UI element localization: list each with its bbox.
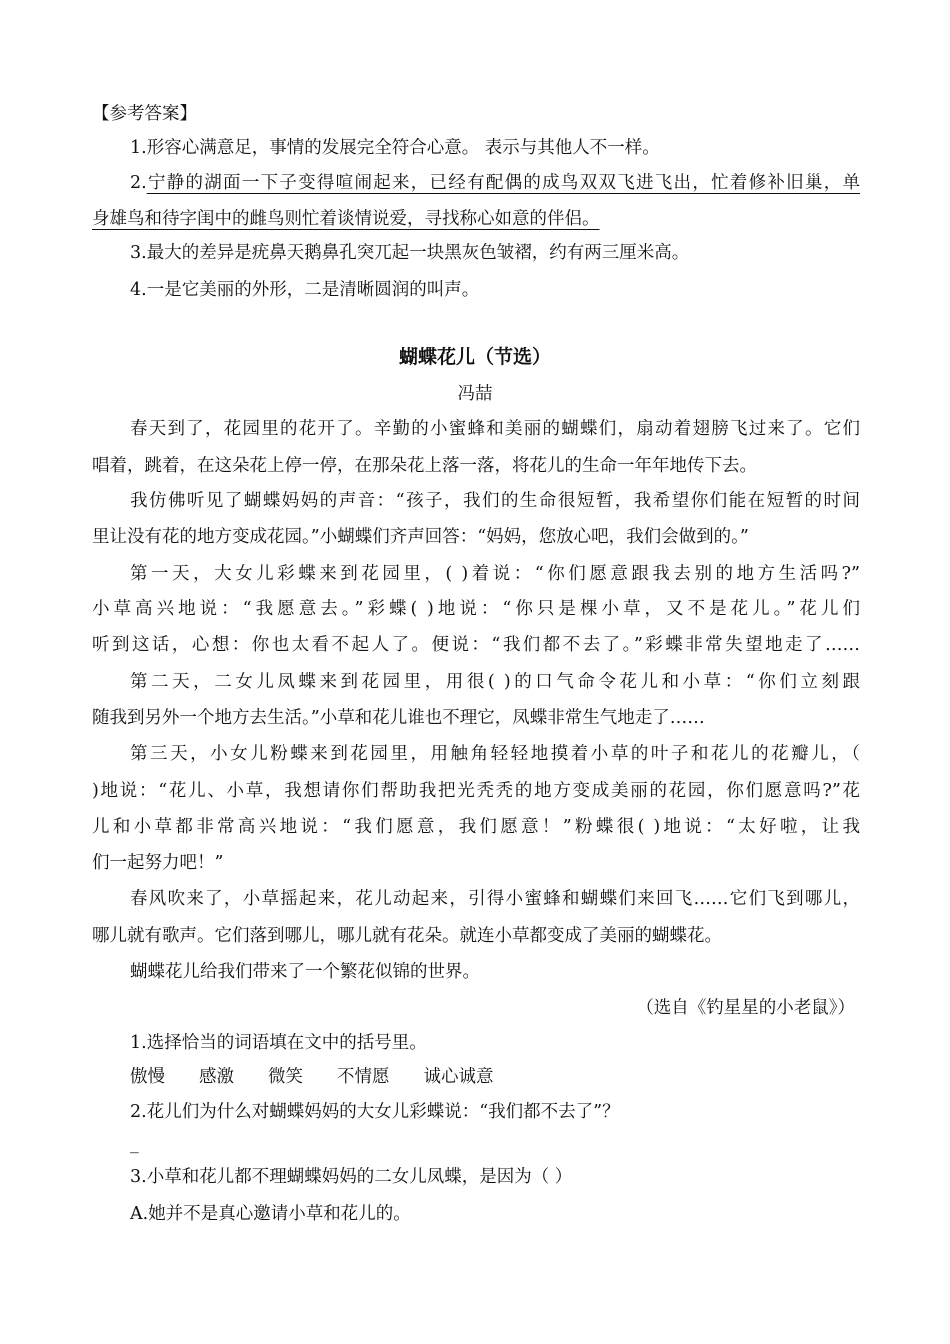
paragraph-line: 随我到另外一个地方去生活。”小草和花儿谁也不理它，凤蝶非常生气地走了…… bbox=[92, 708, 705, 728]
answer-4: 4.一是它美丽的外形，二是清晰圆润的叫声。 bbox=[130, 280, 480, 300]
answer-heading: 【参考答案】 bbox=[92, 104, 197, 124]
answer-blank: _ bbox=[130, 1134, 139, 1154]
paragraph-line: 第一天，大女儿彩蝶来到花园里，( )着说：“你们愿意跟我去别的地方生活吗?” bbox=[130, 564, 860, 584]
question-3: 3.小草和花儿都不理蝴蝶妈妈的二女儿凤蝶，是因为（ ） bbox=[130, 1167, 573, 1187]
answer-2-number: 2. bbox=[130, 173, 147, 193]
answer-2-text: 宁静的湖面一下子变得喧闹起来，已经有配偶的成鸟双双飞进飞出，忙着修补旧巢，单 bbox=[146, 173, 860, 193]
paragraph-line: 蝴蝶花儿给我们带来了一个繁花似锦的世界。 bbox=[130, 962, 480, 982]
paragraph-line: 儿和小草都非常高兴地说：“我们愿意，我们愿意！”粉蝶很( )地说：“太好啦，让我 bbox=[92, 817, 860, 837]
answer-2-line-1 bbox=[130, 171, 860, 195]
word-option: 诚心诚意 bbox=[423, 1067, 494, 1087]
question-1: 1.选择恰当的词语填在文中的括号里。 bbox=[130, 1033, 427, 1053]
word-option: 不情愿 bbox=[337, 1067, 390, 1087]
paragraph-line: 第二天，二女儿凤蝶来到花园里，用很( )的口气命令花儿和小草：“你们立刻跟 bbox=[130, 672, 860, 692]
answer-1: 1.形容心满意足，事情的发展完全符合心意。 表示与其他人不一样。 bbox=[130, 138, 660, 158]
paragraph-line: 春天到了，花园里的花开了。辛勤的小蜜蜂和美丽的蝴蝶们，扇动着翅膀飞过来了。它们 bbox=[130, 419, 860, 439]
answer-3: 3.最大的差异是疣鼻天鹅鼻孔突兀起一块黑灰色皱褶，约有两三厘米高。 bbox=[130, 243, 690, 263]
paragraph-line: 第三天，小女儿粉蝶来到花园里，用触角轻轻地摸着小草的叶子和花儿的花瓣儿，（ bbox=[130, 744, 860, 764]
paragraph-line: 们一起努力吧！” bbox=[92, 853, 224, 873]
article-title: 蝴蝶花儿（节选） bbox=[398, 346, 551, 368]
question-2: 2.花儿们为什么对蝴蝶妈妈的大女儿彩蝶说：“我们都不去了”？ bbox=[130, 1102, 620, 1122]
word-option: 微笑 bbox=[268, 1067, 303, 1087]
word-option: 傲慢 bbox=[130, 1067, 165, 1087]
answer-2-line-2 bbox=[92, 207, 860, 231]
article-source: （选自《钓星星的小老鼠》） bbox=[636, 998, 855, 1018]
question-3-option-a: A.她并不是真心邀请小草和花儿的。 bbox=[130, 1204, 411, 1224]
paragraph-line: 听到这话，心想：你也太看不起人了。便说：“我们都不去了。”彩蝶非常失望地走了…… bbox=[92, 635, 860, 655]
answer-2-text-cont: 身雄鸟和待字闺中的雌鸟则忙着谈情说爱，寻找称心如意的伴侣。 bbox=[92, 209, 600, 229]
word-options bbox=[130, 1065, 860, 1089]
paragraph-line: 哪儿就有歌声。它们落到哪儿，哪儿就有花朵。就连小草都变成了美丽的蝴蝶花。 bbox=[92, 926, 722, 946]
paragraph-line: 唱着，跳着，在这朵花上停一停，在那朵花上落一落，将花儿的生命一年年地传下去。 bbox=[92, 456, 757, 476]
paragraph-line: 里让没有花的地方变成花园。”小蝴蝶们齐声回答：“妈妈，您放心吧，我们会做到的。” bbox=[92, 527, 749, 547]
article-author: 冯喆 bbox=[457, 384, 493, 404]
paragraph-line: )地说：“花儿、小草，我想请你们帮助我把光秃秃的地方变成美丽的花园，你们愿意吗?”花 bbox=[92, 781, 860, 801]
paragraph-line: 小草高兴地说：“我愿意去。”彩蝶( )地说：“你只是棵小草，又不是花儿。”花儿们 bbox=[92, 599, 860, 619]
word-option: 感激 bbox=[199, 1067, 234, 1087]
paragraph-line: 我仿佛听见了蝴蝶妈妈的声音：“孩子，我们的生命很短暂，我希望你们能在短暂的时间 bbox=[130, 491, 860, 511]
paragraph-line: 春风吹来了，小草摇起来，花儿动起来，引得小蜜蜂和蝴蝶们来回飞……它们飞到哪儿， bbox=[130, 889, 860, 909]
